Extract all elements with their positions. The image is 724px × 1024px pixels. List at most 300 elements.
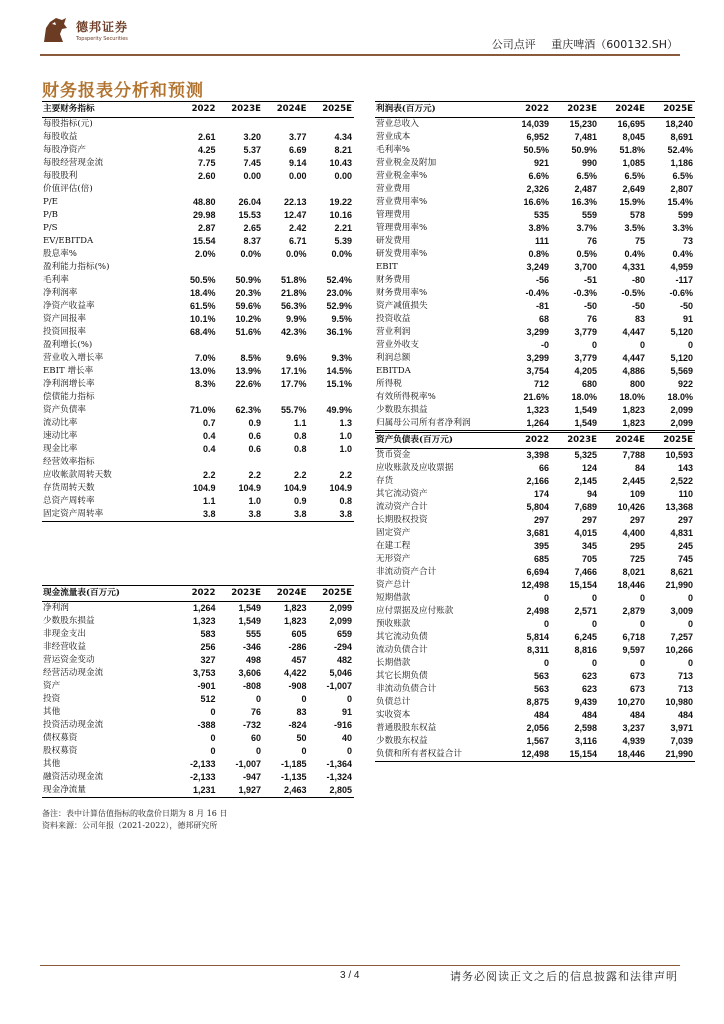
value-cell: 20.3% (235, 288, 261, 298)
row-label: 研发费用 (376, 236, 411, 246)
value-cell: 10,270 (617, 697, 645, 707)
value-cell: 8.3% (194, 379, 216, 389)
row-label: 少数股东损益 (376, 405, 428, 415)
value-cell: 2.2 (202, 470, 216, 480)
value-cell: 15,154 (569, 580, 597, 590)
value-cell: 498 (245, 655, 261, 665)
table-row (375, 462, 695, 475)
value-cell: 51.8% (280, 275, 307, 285)
value-cell: 12,498 (521, 580, 549, 590)
value-cell: -286 (288, 642, 307, 652)
value-cell: 1.1 (202, 496, 216, 506)
row-label: 股权募资 (43, 746, 78, 756)
value-cell: 484 (629, 710, 645, 720)
value-cell: 124 (581, 463, 597, 473)
table-title-cell: 利润表(百万元) (375, 102, 503, 118)
year-header-cell: 2022 (503, 102, 551, 118)
value-cell: 3,779 (574, 327, 597, 337)
table-row (375, 118, 695, 132)
value-cell: 0 (210, 746, 216, 756)
value-cell (172, 118, 218, 132)
note-source: 资料来源：公司年报（2021-2022），德邦研究所 (42, 821, 218, 830)
value-cell: 13,368 (665, 502, 693, 512)
value-cell: 4,447 (622, 353, 645, 363)
value-cell: 5,569 (670, 366, 693, 376)
value-cell (309, 261, 355, 274)
row-label: 现金净流量 (42, 784, 172, 798)
row-label: 货币资金 (376, 450, 411, 460)
value-cell: 713 (677, 671, 693, 681)
value-cell: 0 (543, 619, 549, 629)
row-label: 总资产周转率 (43, 496, 95, 506)
value-cell: 0.5% (576, 249, 597, 259)
value-cell: 3,779 (574, 353, 597, 363)
row-label: 长期借款 (376, 658, 411, 668)
value-cell: 583 (200, 629, 216, 639)
table-row (375, 631, 695, 644)
value-cell: 5,120 (670, 327, 693, 337)
row-label: 应收账款及应收票据 (376, 463, 454, 473)
value-cell: -56 (535, 275, 549, 285)
value-cell: 50.5% (189, 275, 216, 285)
table-row (42, 339, 354, 352)
value-cell: 1,549 (551, 417, 599, 431)
table-row (42, 654, 354, 667)
row-label: 融资活动现金流 (43, 772, 104, 782)
row-label: 投资回报率 (43, 327, 86, 337)
value-cell: 22.6% (235, 379, 261, 389)
value-cell: 94 (586, 489, 597, 499)
value-cell: 26.04 (238, 197, 261, 207)
value-cell: -2,133 (189, 772, 216, 782)
value-cell: 0 (639, 619, 645, 629)
value-cell: 2.42 (288, 223, 307, 233)
value-cell: 0.4% (672, 249, 693, 259)
value-cell: 0 (591, 658, 597, 668)
row-label: 每股净资产 (43, 145, 86, 155)
value-cell: 22.13 (283, 197, 307, 207)
value-cell: 395 (533, 541, 549, 551)
value-cell: 256 (200, 642, 216, 652)
value-cell: 110 (678, 489, 693, 499)
value-cell: -1,135 (280, 772, 307, 782)
value-cell: 1,323 (192, 616, 216, 626)
page-number: 3 / 4 (340, 970, 360, 981)
value-cell: 143 (677, 463, 693, 473)
table-row (375, 391, 695, 404)
value-cell: 83 (634, 314, 645, 324)
table-row (375, 352, 695, 365)
table-notes (42, 808, 227, 832)
value-cell: 295 (629, 541, 645, 551)
value-cell: 109 (629, 489, 645, 499)
row-label: 盈利增长(%) (43, 340, 93, 350)
value-cell: 2.0% (194, 249, 216, 259)
table-row (375, 339, 695, 352)
table-header-row (375, 433, 695, 449)
horse-logo-icon (40, 14, 70, 46)
value-cell: 535 (533, 210, 549, 220)
table-row (42, 287, 354, 300)
value-cell: 9.5% (331, 314, 352, 324)
row-label: 净利润增长率 (43, 379, 95, 389)
value-cell (218, 183, 264, 196)
table-row (42, 391, 354, 404)
table-row (42, 430, 354, 443)
value-cell (263, 183, 309, 196)
value-cell: 3.8 (309, 508, 355, 522)
value-cell: 8.37 (243, 236, 261, 246)
value-cell: 0 (210, 707, 216, 717)
table-header-row (42, 586, 354, 602)
table-row (375, 196, 695, 209)
row-label: 营业收入增长率 (43, 353, 104, 363)
balance-sheet-table (375, 432, 695, 762)
table-row (42, 274, 354, 287)
value-cell: 2,056 (526, 723, 549, 733)
report-header (480, 36, 678, 52)
value-cell: 0.8 (293, 444, 307, 454)
value-cell: 12.47 (283, 210, 307, 220)
value-cell: 2,879 (622, 606, 645, 616)
row-label: 其它流动负债 (376, 632, 428, 642)
table-row (42, 641, 354, 654)
value-cell: 66 (538, 463, 549, 473)
row-label: 经营活动现金流 (43, 668, 104, 678)
value-cell: 2,598 (574, 723, 597, 733)
value-cell: 0.9 (293, 496, 307, 506)
row-label: EV/EBITDA (43, 236, 94, 246)
table-title-cell: 现金流量表(百万元) (42, 586, 172, 602)
value-cell: 0 (639, 340, 645, 350)
value-cell: 10.43 (329, 158, 352, 168)
value-cell: 0 (301, 694, 307, 704)
value-cell: 21,990 (647, 748, 695, 762)
value-cell: 4.34 (334, 132, 352, 142)
value-cell: 7.75 (197, 158, 216, 168)
value-cell: 4,205 (574, 366, 597, 376)
row-label: 短期借款 (376, 593, 411, 603)
value-cell: 10,593 (665, 450, 693, 460)
value-cell: 3.77 (288, 132, 307, 142)
value-cell: 1,567 (526, 736, 549, 746)
value-cell: 8,816 (574, 645, 597, 655)
year-header-cell: 2025E (309, 102, 355, 118)
value-cell: 17.1% (280, 366, 307, 376)
row-label: 盈利能力指标(%) (43, 262, 110, 272)
value-cell: 15.1% (326, 379, 352, 389)
company-name: 德邦证券 (76, 20, 129, 34)
table-row (42, 469, 354, 482)
table-row (42, 615, 354, 628)
value-cell: 5.37 (243, 145, 261, 155)
value-cell: 0 (543, 658, 549, 668)
value-cell: 16.6% (523, 197, 549, 207)
value-cell: 3.3% (672, 223, 693, 233)
value-cell: 5,814 (526, 632, 549, 642)
row-label: 净资产收益率 (43, 301, 95, 311)
value-cell: 7,788 (622, 450, 645, 460)
table-row (375, 378, 695, 391)
row-label: 营业税金率% (376, 171, 428, 181)
value-cell: 5,046 (329, 668, 352, 678)
value-cell: 56.3% (280, 301, 307, 311)
year-header-cell: 2022 (172, 586, 218, 602)
value-cell: -0.6% (669, 288, 693, 298)
section-title: 财务报表分析和预测 (42, 81, 204, 101)
stock-name: 重庆啤酒（600132.SH） (551, 38, 678, 51)
value-cell: 0.8% (528, 249, 549, 259)
row-label: 流动比率 (43, 418, 78, 428)
value-cell: 18.0% (667, 392, 693, 402)
value-cell: 18.4% (189, 288, 216, 298)
row-label: 管理费用 (376, 210, 411, 220)
value-cell: 2,571 (574, 606, 597, 616)
row-label: 资产 (43, 681, 61, 691)
table-row (42, 758, 354, 771)
value-cell: 1,231 (172, 784, 218, 798)
value-cell: -824 (288, 720, 307, 730)
value-cell: 50.9% (571, 145, 597, 155)
table-row (42, 771, 354, 784)
value-cell: 51.6% (235, 327, 261, 337)
value-cell: 68.4% (189, 327, 216, 337)
table-row (42, 706, 354, 719)
value-cell: 2,099 (329, 616, 352, 626)
value-cell: -0.5% (621, 288, 645, 298)
value-cell: 327 (200, 655, 216, 665)
row-label: 营业成本 (376, 132, 411, 142)
value-cell: 15.53 (238, 210, 261, 220)
row-label: 营业税金及附加 (376, 158, 437, 168)
value-cell: 52.4% (326, 275, 352, 285)
financial-indicators-table (42, 101, 354, 522)
value-cell (172, 183, 218, 196)
value-cell: 0.7 (202, 418, 216, 428)
value-cell: 6.5% (672, 171, 693, 181)
row-label: 负债总计 (376, 697, 411, 707)
row-label: 非经营收益 (43, 642, 86, 652)
row-label: 价值评估(倍) (43, 184, 93, 194)
note-close-date: 备注：表中计算估值指标的收盘价日期为 8 月 16 日 (42, 809, 228, 818)
value-cell: -0.3% (573, 288, 597, 298)
table-row (375, 592, 695, 605)
value-cell: 15.9% (619, 197, 645, 207)
row-label: 营运资金变动 (43, 655, 95, 665)
value-cell: 6.71 (288, 236, 307, 246)
table-row (375, 300, 695, 313)
value-cell: 3,606 (238, 668, 261, 678)
row-label: 速动比率 (43, 431, 78, 441)
value-cell: 7,689 (574, 502, 597, 512)
value-cell: 14,039 (521, 119, 549, 129)
value-cell: 15,154 (551, 748, 599, 762)
row-label: P/E (43, 197, 58, 207)
row-label: 存货 (376, 476, 394, 486)
value-cell (309, 391, 355, 404)
row-label: P/S (43, 223, 58, 233)
value-cell: 0.0% (331, 249, 352, 259)
value-cell: 245 (677, 541, 693, 551)
value-cell: 7,039 (670, 736, 693, 746)
row-label: 营业费用 (376, 184, 411, 194)
value-cell: 563 (533, 684, 549, 694)
value-cell: 73 (682, 236, 693, 246)
value-cell: 4,400 (622, 528, 645, 538)
value-cell: 3,237 (622, 723, 645, 733)
value-cell: 3.8 (172, 508, 218, 522)
value-cell: 1,927 (218, 784, 264, 798)
value-cell: 21,990 (665, 580, 693, 590)
value-cell: 9,597 (622, 645, 645, 655)
value-cell: 2.2 (293, 470, 307, 480)
value-cell: 10.1% (189, 314, 216, 324)
value-cell: 578 (629, 210, 645, 220)
value-cell: 21.6% (523, 392, 549, 402)
value-cell: 5,325 (574, 450, 597, 460)
value-cell: 51.8% (619, 145, 645, 155)
value-cell: 68 (538, 314, 549, 324)
value-cell: 91 (341, 707, 352, 717)
value-cell: 2.2 (339, 470, 352, 480)
value-cell: 4,886 (622, 366, 645, 376)
value-cell: 10,266 (665, 645, 693, 655)
year-header-cell: 2025E (647, 102, 695, 118)
table-row (375, 261, 695, 274)
value-cell: 0 (210, 733, 216, 743)
row-label: 资产回报率 (43, 314, 86, 324)
table-title-cell: 主要财务指标 (42, 102, 172, 118)
table-header-row (42, 102, 354, 118)
year-header-cell: 2023E (551, 102, 599, 118)
value-cell: 104.9 (283, 483, 307, 493)
cashflow-table (42, 585, 354, 798)
value-cell: 42.3% (280, 327, 307, 337)
row-label: 营业总收入 (376, 119, 419, 129)
row-label: 流动资产合计 (376, 502, 428, 512)
value-cell: 13.9% (235, 366, 261, 376)
value-cell: -81 (535, 301, 549, 311)
row-label: 债权募资 (43, 733, 78, 743)
value-cell: 1.0 (248, 496, 261, 506)
table-row (375, 696, 695, 709)
table-row (375, 131, 695, 144)
value-cell: 83 (296, 707, 307, 717)
value-cell: 4,831 (670, 528, 693, 538)
value-cell: 0.4% (624, 249, 645, 259)
value-cell: -0 (540, 340, 549, 350)
value-cell: 50.9% (235, 275, 261, 285)
value-cell: 7,257 (670, 632, 693, 642)
table-row (375, 326, 695, 339)
value-cell (263, 391, 309, 404)
value-cell: 705 (581, 554, 597, 564)
value-cell: -2,133 (189, 759, 216, 769)
value-cell: 8,021 (622, 567, 645, 577)
value-cell: 10,980 (665, 697, 693, 707)
table-row (42, 170, 354, 183)
value-cell: 2,326 (526, 184, 549, 194)
table-row (42, 378, 354, 391)
value-cell (309, 456, 355, 469)
value-cell (309, 183, 355, 196)
table-row (375, 313, 695, 326)
table-row (375, 670, 695, 683)
value-cell: 680 (581, 379, 597, 389)
value-cell: 484 (533, 710, 549, 720)
value-cell: 0.6 (248, 444, 261, 454)
table-row (375, 722, 695, 735)
value-cell: -808 (242, 681, 261, 691)
value-cell: 1.1 (293, 418, 307, 428)
table-row (375, 170, 695, 183)
year-header-cell: 2023E (218, 586, 264, 602)
value-cell: 0 (687, 619, 693, 629)
value-cell: 0.6 (248, 431, 261, 441)
table-row (42, 222, 354, 235)
table-row (375, 527, 695, 540)
value-cell: 0.0% (240, 249, 261, 259)
value-cell: 6,952 (526, 132, 549, 142)
value-cell (218, 456, 264, 469)
value-cell: 2,805 (309, 784, 355, 798)
value-cell: 1,323 (526, 405, 549, 415)
value-cell: 8.21 (334, 145, 352, 155)
value-cell: 3,299 (526, 327, 549, 337)
table-row (42, 261, 354, 274)
row-label: 应付票据及应付账款 (376, 606, 454, 616)
value-cell: 8,311 (526, 645, 549, 655)
value-cell: 3,249 (526, 262, 549, 272)
table-header-row (375, 102, 695, 118)
value-cell: 7,466 (574, 567, 597, 577)
value-cell: 2.61 (197, 132, 216, 142)
company-name-en: Topsperity Securities (76, 36, 128, 42)
value-cell: -80 (631, 275, 645, 285)
value-cell: 3,116 (574, 736, 597, 746)
value-cell: 6.6% (528, 171, 549, 181)
table-row (42, 131, 354, 144)
value-cell: 9.3% (331, 353, 352, 363)
row-label: 资产减值损失 (376, 301, 428, 311)
row-label: 其它长期负债 (376, 671, 428, 681)
value-cell: 712 (533, 379, 549, 389)
value-cell: 1,264 (503, 417, 551, 431)
value-cell: 2,463 (263, 784, 309, 798)
value-cell: 10,426 (617, 502, 645, 512)
value-cell: 2,099 (329, 603, 352, 613)
table-row (42, 784, 354, 798)
value-cell: 2.2 (248, 470, 261, 480)
value-cell: 9.14 (288, 158, 307, 168)
value-cell: 29.98 (192, 210, 216, 220)
value-cell: 59.6% (235, 301, 261, 311)
row-label: EBITDA (376, 366, 411, 376)
value-cell: -50 (583, 301, 597, 311)
value-cell: 17.7% (280, 379, 307, 389)
value-cell: 921 (533, 158, 549, 168)
row-label: 长期股权投资 (376, 515, 428, 525)
table-row (375, 183, 695, 196)
row-label: 少数股东损益 (43, 616, 95, 626)
value-cell: 3,754 (526, 366, 549, 376)
value-cell: 7.45 (243, 158, 261, 168)
value-cell: 297 (533, 515, 549, 525)
value-cell: 52.4% (667, 145, 693, 155)
value-cell: 623 (581, 684, 597, 694)
value-cell: 6,694 (526, 567, 549, 577)
value-cell: 8,875 (526, 697, 549, 707)
